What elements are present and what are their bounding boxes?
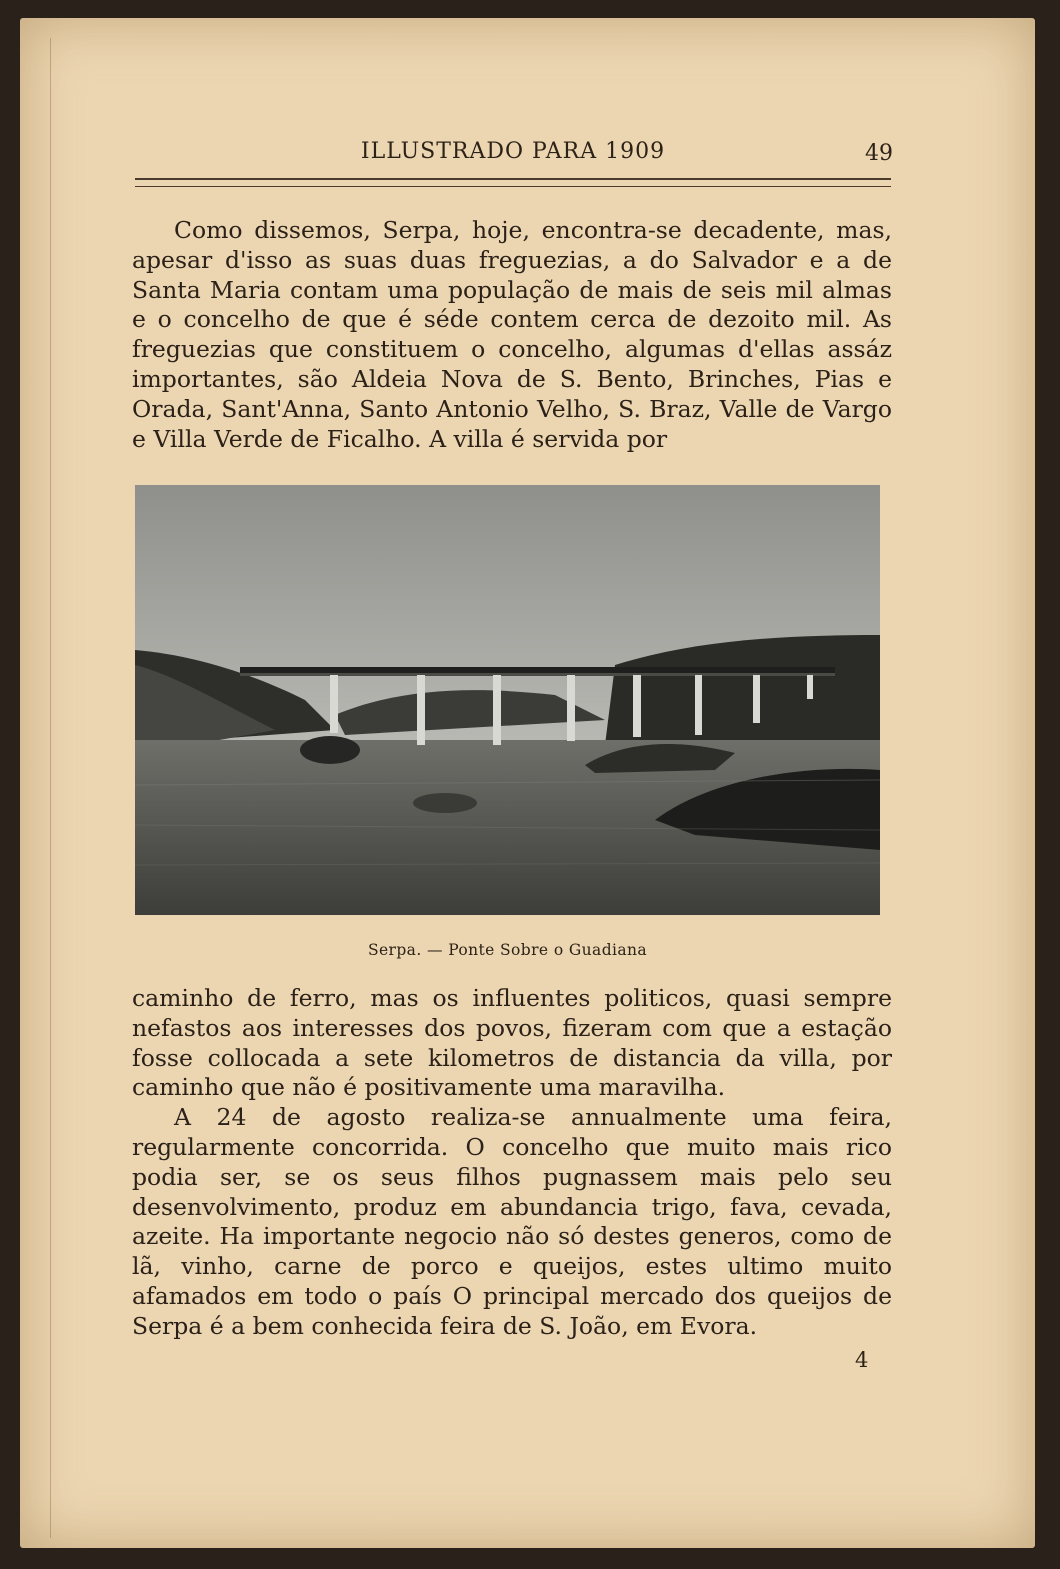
paragraph: caminho de ferro, mas os influentes politicos, quasi sempre nefastos aos interesses dos povos, fizeram com que a estação fosse collocada a sete kilometros de distancia da villa, por caminho que não é positivamente uma maravilha. [132, 984, 892, 1102]
paragraph: A 24 de agosto realiza-se annualmente uma feira, regularmente concorrida. O concelho que muito mais rico podia ser, se os seus filhos pugnassem mais pelo seu desenvolvimento, produz em abundancia trigo, fava, cevada, azeite. Ha importante negocio não só destes generos, como de lã, vinho, carne de porco e queijos, estes ultimo muito afamados em todo o país O principal mercado dos queijos de Serpa é a bem conhecida feira de S. João, em Evora. [132, 1103, 892, 1340]
bridge-photograph [135, 485, 880, 915]
running-header [133, 137, 893, 171]
running-title: ILLUSTRADO PARA 1909 [360, 139, 666, 164]
photo-image [135, 485, 880, 915]
text-block-top [132, 216, 892, 454]
header-rule [135, 178, 891, 187]
text-block-bottom [132, 984, 892, 1342]
signature-mark: 4 [855, 1348, 869, 1372]
paragraph: Como dissemos, Serpa, hoje, encontra-se decadente, mas, apesar d'isso as suas duas freguezias, a do Salvador e a de Santa Maria contam uma população de mais de seis mil almas e o concelho de que é séde contem cerca de dezoito mil. As freguezias que constituem o concelho, algumas d'ellas assáz importantes, são Aldeia Nova de S. Bento, Brinches, Pias e Orada, Sant'Anna, Santo Antonio Velho, S. Braz, Valle de Vargo e Villa Verde de Ficalho. A villa é servida por [132, 216, 892, 453]
page-fold-line [50, 38, 51, 1538]
page-number: 49 [865, 141, 893, 166]
photo-caption: Serpa. — Ponte Sobre o Guadiana [367, 941, 648, 959]
